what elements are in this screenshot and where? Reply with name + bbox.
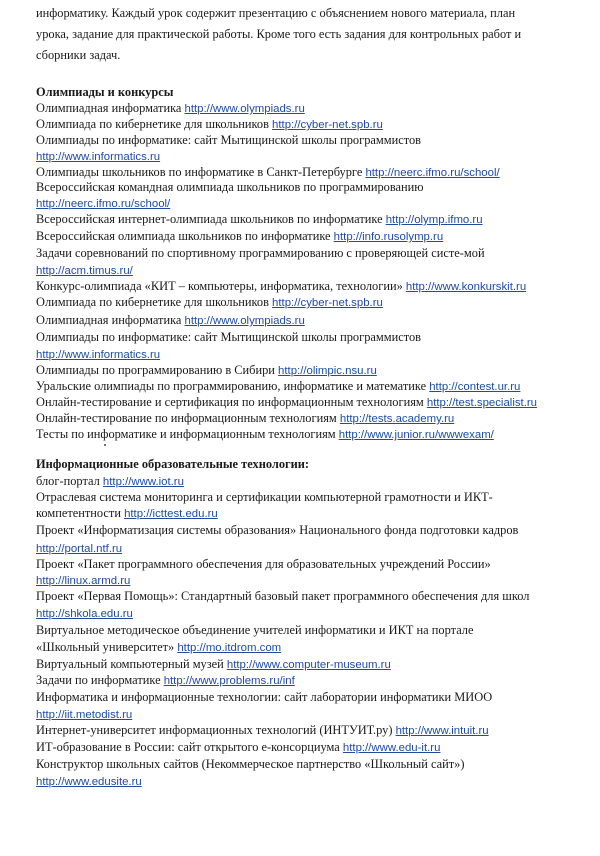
list-item: Виртуальный компьютерный музей http://www.computer-museum.ru (36, 657, 391, 671)
list-item: Уральские олимпиады по программированию, информатике и математике http://contest.ur.ru (36, 379, 521, 393)
link[interactable]: http://icttest.edu.ru (124, 508, 218, 520)
list-item: Олимпиады по программированию в Сибири http://olimpic.nsu.ru (36, 363, 377, 377)
edtech-heading: Информационные образовательные технологии: (36, 457, 310, 471)
list-item-text: Конструктор школьных сайтов (Некоммерческое партнерство «Школьный сайт») (36, 757, 465, 771)
list-item: Олимпиадная информатика http://www.olympiads.ru (36, 101, 305, 115)
list-item: Тесты по информатике и информационным технологиям http://www.junior.ru/wwwexam/ (36, 427, 494, 441)
link[interactable]: http://www.junior.ru/wwwexam/ (338, 429, 494, 441)
list-item-text: Задачи соревнований по спортивному программированию с проверяющей систе-мой (36, 246, 485, 260)
list-item: Олимпиады школьников по информатике в Санкт-Петербурге http://neerc.ifmo.ru/school/ (36, 165, 500, 179)
list-item: «Школьный университет» http://mo.itdrom.com (36, 640, 282, 654)
list-item-text: Информатика и информационные технологии: сайт лаборатории информатики МИОО (36, 690, 493, 704)
link[interactable]: http://www.konkurskit.ru (405, 281, 527, 293)
list-item: Онлайн-тестирование по информационным технологиям http://tests.academy.ru (36, 411, 455, 425)
scan-speck (104, 444, 106, 446)
list-item-text: Виртуальное методическое объединение учителей информатики и ИКТ на портале (36, 623, 474, 637)
list-item: Олимпиада по кибернетике для школьников http://cyber-net.spb.ru (36, 117, 383, 131)
olympiads-heading: Олимпиады и конкурсы (36, 85, 174, 99)
intro-line-1: информатику. Каждый урок содержит презентацию с объяснением нового материала, план (36, 6, 516, 20)
intro-line-3: сборники задач. (36, 48, 121, 62)
list-item-link-line (36, 773, 142, 790)
link[interactable]: http://shkola.edu.ru (36, 608, 133, 620)
list-item-text: Проект «Первая Помощь»: Стандартный базовый пакет программного обеспечения для школ (36, 589, 530, 603)
link[interactable]: http://neerc.ifmo.ru/school/ (365, 167, 500, 179)
link[interactable]: http://www.olympiads.ru (184, 315, 305, 327)
list-item-text: Проект «Пакет программного обеспечения для образовательных учреждений России» (36, 557, 491, 571)
list-item: Интернет-университет информационных технологий (ИНТУИТ.ру) http://www.intuit.ru (36, 723, 489, 737)
list-item: Всероссийская олимпиада школьников по информатике http://info.rusolymp.ru (36, 229, 444, 243)
list-item: компетентности http://icttest.edu.ru (36, 506, 218, 520)
list-item-link-line (36, 262, 133, 279)
intro-line-2: урока, задание для практической работы. Кроме того есть задания для контрольных работ и (36, 27, 522, 41)
link[interactable]: http://info.rusolymp.ru (333, 231, 444, 243)
link[interactable]: http://cyber-net.spb.ru (272, 297, 383, 309)
list-item: Олимпиадная информатика http://www.olympiads.ru (36, 313, 305, 327)
link[interactable]: http://www.iot.ru (102, 476, 184, 488)
list-item-text: Проект «Информатизация системы образования» Национального фонда подготовки кадров (36, 523, 519, 537)
list-item-link-line (36, 148, 160, 165)
link[interactable]: http://www.intuit.ru (395, 725, 489, 737)
list-item-link-line (36, 540, 122, 557)
link[interactable]: http://acm.timus.ru/ (36, 265, 133, 277)
link[interactable]: http://iit.metodist.ru (36, 709, 133, 721)
list-item-link-line (36, 572, 130, 589)
list-item-text: Отраслевая система мониторинга и сертификации компьютерной грамотности и ИКТ- (36, 490, 493, 504)
link[interactable]: http://linux.armd.ru (36, 575, 131, 587)
link[interactable]: http://www.informatics.ru (36, 151, 161, 163)
link[interactable]: http://www.edu-it.ru (342, 742, 441, 754)
list-item-link-line (36, 605, 133, 622)
list-item: Всероссийская интернет-олимпиада школьников по информатике http://olymp.ifmo.ru (36, 212, 483, 226)
list-item-text: Олимпиады по информатике: сайт Мытищинской школы программистов (36, 133, 422, 147)
link[interactable]: http://tests.academy.ru (339, 413, 455, 425)
link[interactable]: http://test.specialist.ru (426, 397, 538, 409)
link[interactable]: http://contest.ur.ru (429, 381, 521, 393)
link[interactable]: http://www.informatics.ru (36, 349, 161, 361)
list-item-link-line (36, 346, 160, 363)
link[interactable]: http://www.edusite.ru (36, 776, 142, 788)
list-item-link-line (36, 706, 132, 723)
list-item: ИТ-образование в России: сайт открытого е-консорциума http://www.edu-it.ru (36, 740, 441, 754)
link[interactable]: http://portal.ntf.ru (36, 543, 123, 555)
link[interactable]: http://www.computer-museum.ru (226, 659, 391, 671)
list-item-text: Всероссийская командная олимпиада школьников по программированию (36, 180, 424, 194)
link[interactable]: http://mo.itdrom.com (177, 642, 282, 654)
list-item: Конкурс-олимпиада «КИТ – компьютеры, информатика, технологии» http://www.konkurskit.ru (36, 279, 527, 293)
list-item: Олимпиада по кибернетике для школьников http://cyber-net.spb.ru (36, 295, 383, 309)
list-item-link-line (36, 195, 170, 212)
link[interactable]: http://neerc.ifmo.ru/school/ (36, 198, 171, 210)
link[interactable]: http://olymp.ifmo.ru (385, 214, 483, 226)
list-item-text: Олимпиады по информатике: сайт Мытищинской школы программистов (36, 330, 422, 344)
link[interactable]: http://olimpic.nsu.ru (278, 365, 377, 377)
link[interactable]: http://www.problems.ru/inf (163, 675, 295, 687)
list-item: Онлайн-тестирование и сертификация по информационным технологиям http://test.specialist.ru (36, 395, 538, 409)
list-item: блог-портал http://www.iot.ru (36, 474, 184, 488)
list-item: Задачи по информатике http://www.problems.ru/inf (36, 673, 295, 687)
link[interactable]: http://cyber-net.spb.ru (272, 119, 383, 131)
link[interactable]: http://www.olympiads.ru (184, 103, 305, 115)
